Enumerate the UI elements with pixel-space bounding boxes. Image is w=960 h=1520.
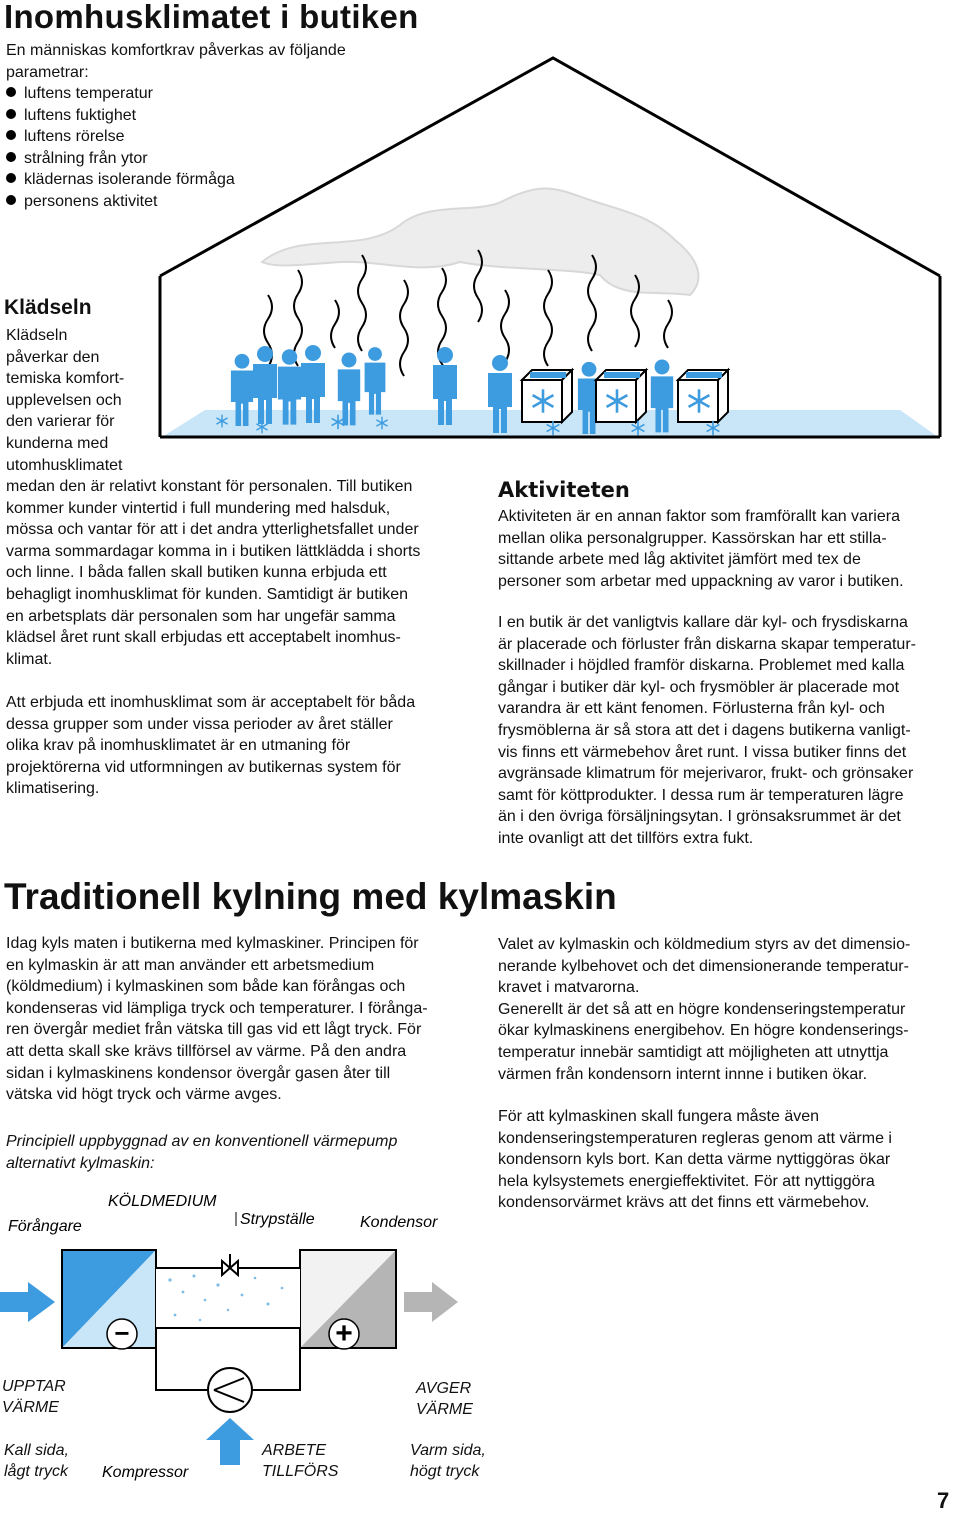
list-item: luftens temperatur bbox=[6, 83, 235, 105]
pipe-compressor-outlet bbox=[252, 1328, 300, 1390]
kladseln-body: medan den är relativt konstant för personalen. Till butiken kommer kunder vintertid i full mundering med halsduk, mössa och vantar för att i det andra ytterlighetsfallet under varma sommardagar komma in i butiken lättklädda i shorts och linne. I båda fallen skall butiken kunna erbjuda ett behagligt inomhusklimat för kunden. Samtidigt är butiken en arbetsplats där personalen som har ungefär samma klädsel året runt skall erbjudas ett acceptabelt inomhus- klimat. bbox=[6, 478, 421, 668]
pipe-compressor-inlet bbox=[156, 1328, 208, 1390]
traditionell-right-text-2: För att kylmaskinen skall fungera måste även kondenseringstemperaturen regleras genom att värme i kondensorn kyls bort. Kan detta värme nyttiggöras ökar hela kylsystemets energieffektivitet. För att nyttiggöra kondensorvärmet krävs att det finns ett värmebehov. bbox=[498, 1108, 892, 1212]
aktiviteten-paragraph-2: I en butik är det vanligtvis kallare där kyl- och frysdiskarna är placerade och förluster från diskarna skapar temperatur- skillnader i höjdled framför diskarna. Problemet med kalla gångar i butiker där kyl- och frysmöbler är placerade mot varandra är ett känt fenomen. Förlusterna från kyl- och frysmöblerna är så stora att det i dagens butikerna vanligt- vis finns ett värmebehov året runt. I vissa butiker finns det avgränsade klimatrum för mejerivaror, frukt- och grönsaker samt för köttprodukter. I dessa rum är temperaturen lägre än i den övriga försäljningsytan. I grönsaksrummet är det inte ovanligt att det tillförs extra fukt. bbox=[498, 614, 916, 847]
heat-out-arrow bbox=[404, 1282, 458, 1322]
diagram-caption: Principiell uppbyggnad av en konventionell värmepump alternativt kylmaskin: bbox=[6, 1133, 398, 1172]
warm-side-label: Varm sida, högt tryck bbox=[410, 1442, 486, 1480]
page-title: Inomhusklimatet i butiken bbox=[4, 0, 419, 35]
koldmedium-label: KÖLDMEDIUM bbox=[108, 1193, 217, 1210]
aktiviteten-paragraph-1: Aktiviteten är en annan faktor som framförallt kan variera mellan olika personalgrupper. Kassörskan har ett stilla- sittande arbete med låg aktivitet jämfört med tex de personer som arbetar med uppackning av varor i butiken. bbox=[498, 508, 904, 590]
work-supplied-label: ARBETE TILLFÖRS bbox=[262, 1442, 339, 1480]
refrigerant-space bbox=[156, 1268, 300, 1328]
cold-side-label: Kall sida, lågt tryck bbox=[4, 1442, 69, 1480]
kladseln-narrow-text: Klädseln påverkar den temiska komfort- upplevelsen och den varierar för kunderna med utomhusklimatet bbox=[6, 327, 125, 474]
list-item: luftens fuktighet bbox=[6, 105, 235, 127]
list-item: personens aktivitet bbox=[6, 191, 235, 213]
minus-sign: − bbox=[114, 1318, 130, 1348]
upptar-varme-label: UPPTAR VÄRME bbox=[2, 1378, 66, 1416]
forangare-label: Förångare bbox=[8, 1218, 82, 1235]
avger-varme-label: AVGER VÄRME bbox=[416, 1380, 473, 1418]
page-number: 7 bbox=[937, 1488, 950, 1513]
kladseln-heading: Klädseln bbox=[4, 296, 92, 319]
list-item: luftens rörelse bbox=[6, 126, 235, 148]
pipe-top-left bbox=[156, 1254, 230, 1268]
work-in-arrow bbox=[206, 1418, 254, 1465]
traditionell-right-text: Valet av kylmaskin och köldmedium styrs av det dimensio- nerande kylbehovet och det dimensionerande temperatur- kravet i matvarorna. Generellt är det så att en högre kondenseringstemperatur ökar kylmaskinens energibehov. En högre kondenserings- temperatur innebär samtidigt att möjligheten att utnyttja värmen från kondensorn internt innne i butiken ökar. bbox=[498, 936, 911, 1083]
plus-sign: + bbox=[335, 1317, 353, 1350]
section-heading: Traditionell kylning med kylmaskin bbox=[4, 876, 617, 917]
kondensor-label: Kondensor bbox=[360, 1214, 438, 1231]
aktiviteten-heading: Aktiviteten bbox=[498, 478, 630, 502]
strypstalle-label: Strypställe bbox=[240, 1211, 315, 1228]
traditionell-left-text: Idag kyls maten i butikerna med kylmaskiner. Principen för en kylmaskin är att man använder ett arbetsmedium (köldmedium) i kylmaskinen som både kan förångas och kondenseras vid lämpliga tryck och temperaturer. I förånga- ren övergår mediet från vätska till gas vid ett lågt tryck. För att detta skall ske krävs tillförsel av värme. På den andra sidan i kylmaskinens kondensor övergår gasen åter till vätska vid högt tryck och värme avges. bbox=[6, 935, 428, 1104]
store-climate-illustration bbox=[150, 55, 960, 455]
kladseln-paragraph-2: Att erbjuda ett inomhusklimat som är acceptabelt för båda dessa grupper som under vissa perioder av året ställer olika krav på inomhusklimatet är en utmaning för projektörerna vid utformningen av butikernas system för klimatisering. bbox=[6, 694, 416, 798]
list-item: klädernas isolerande förmåga bbox=[6, 169, 235, 191]
heat-in-arrow bbox=[0, 1282, 55, 1322]
intro-text: En människas komfortkrav påverkas av följande parametrar: bbox=[6, 42, 346, 81]
list-item: strålning från ytor bbox=[6, 148, 235, 170]
kompressor-label: Kompressor bbox=[102, 1464, 189, 1481]
